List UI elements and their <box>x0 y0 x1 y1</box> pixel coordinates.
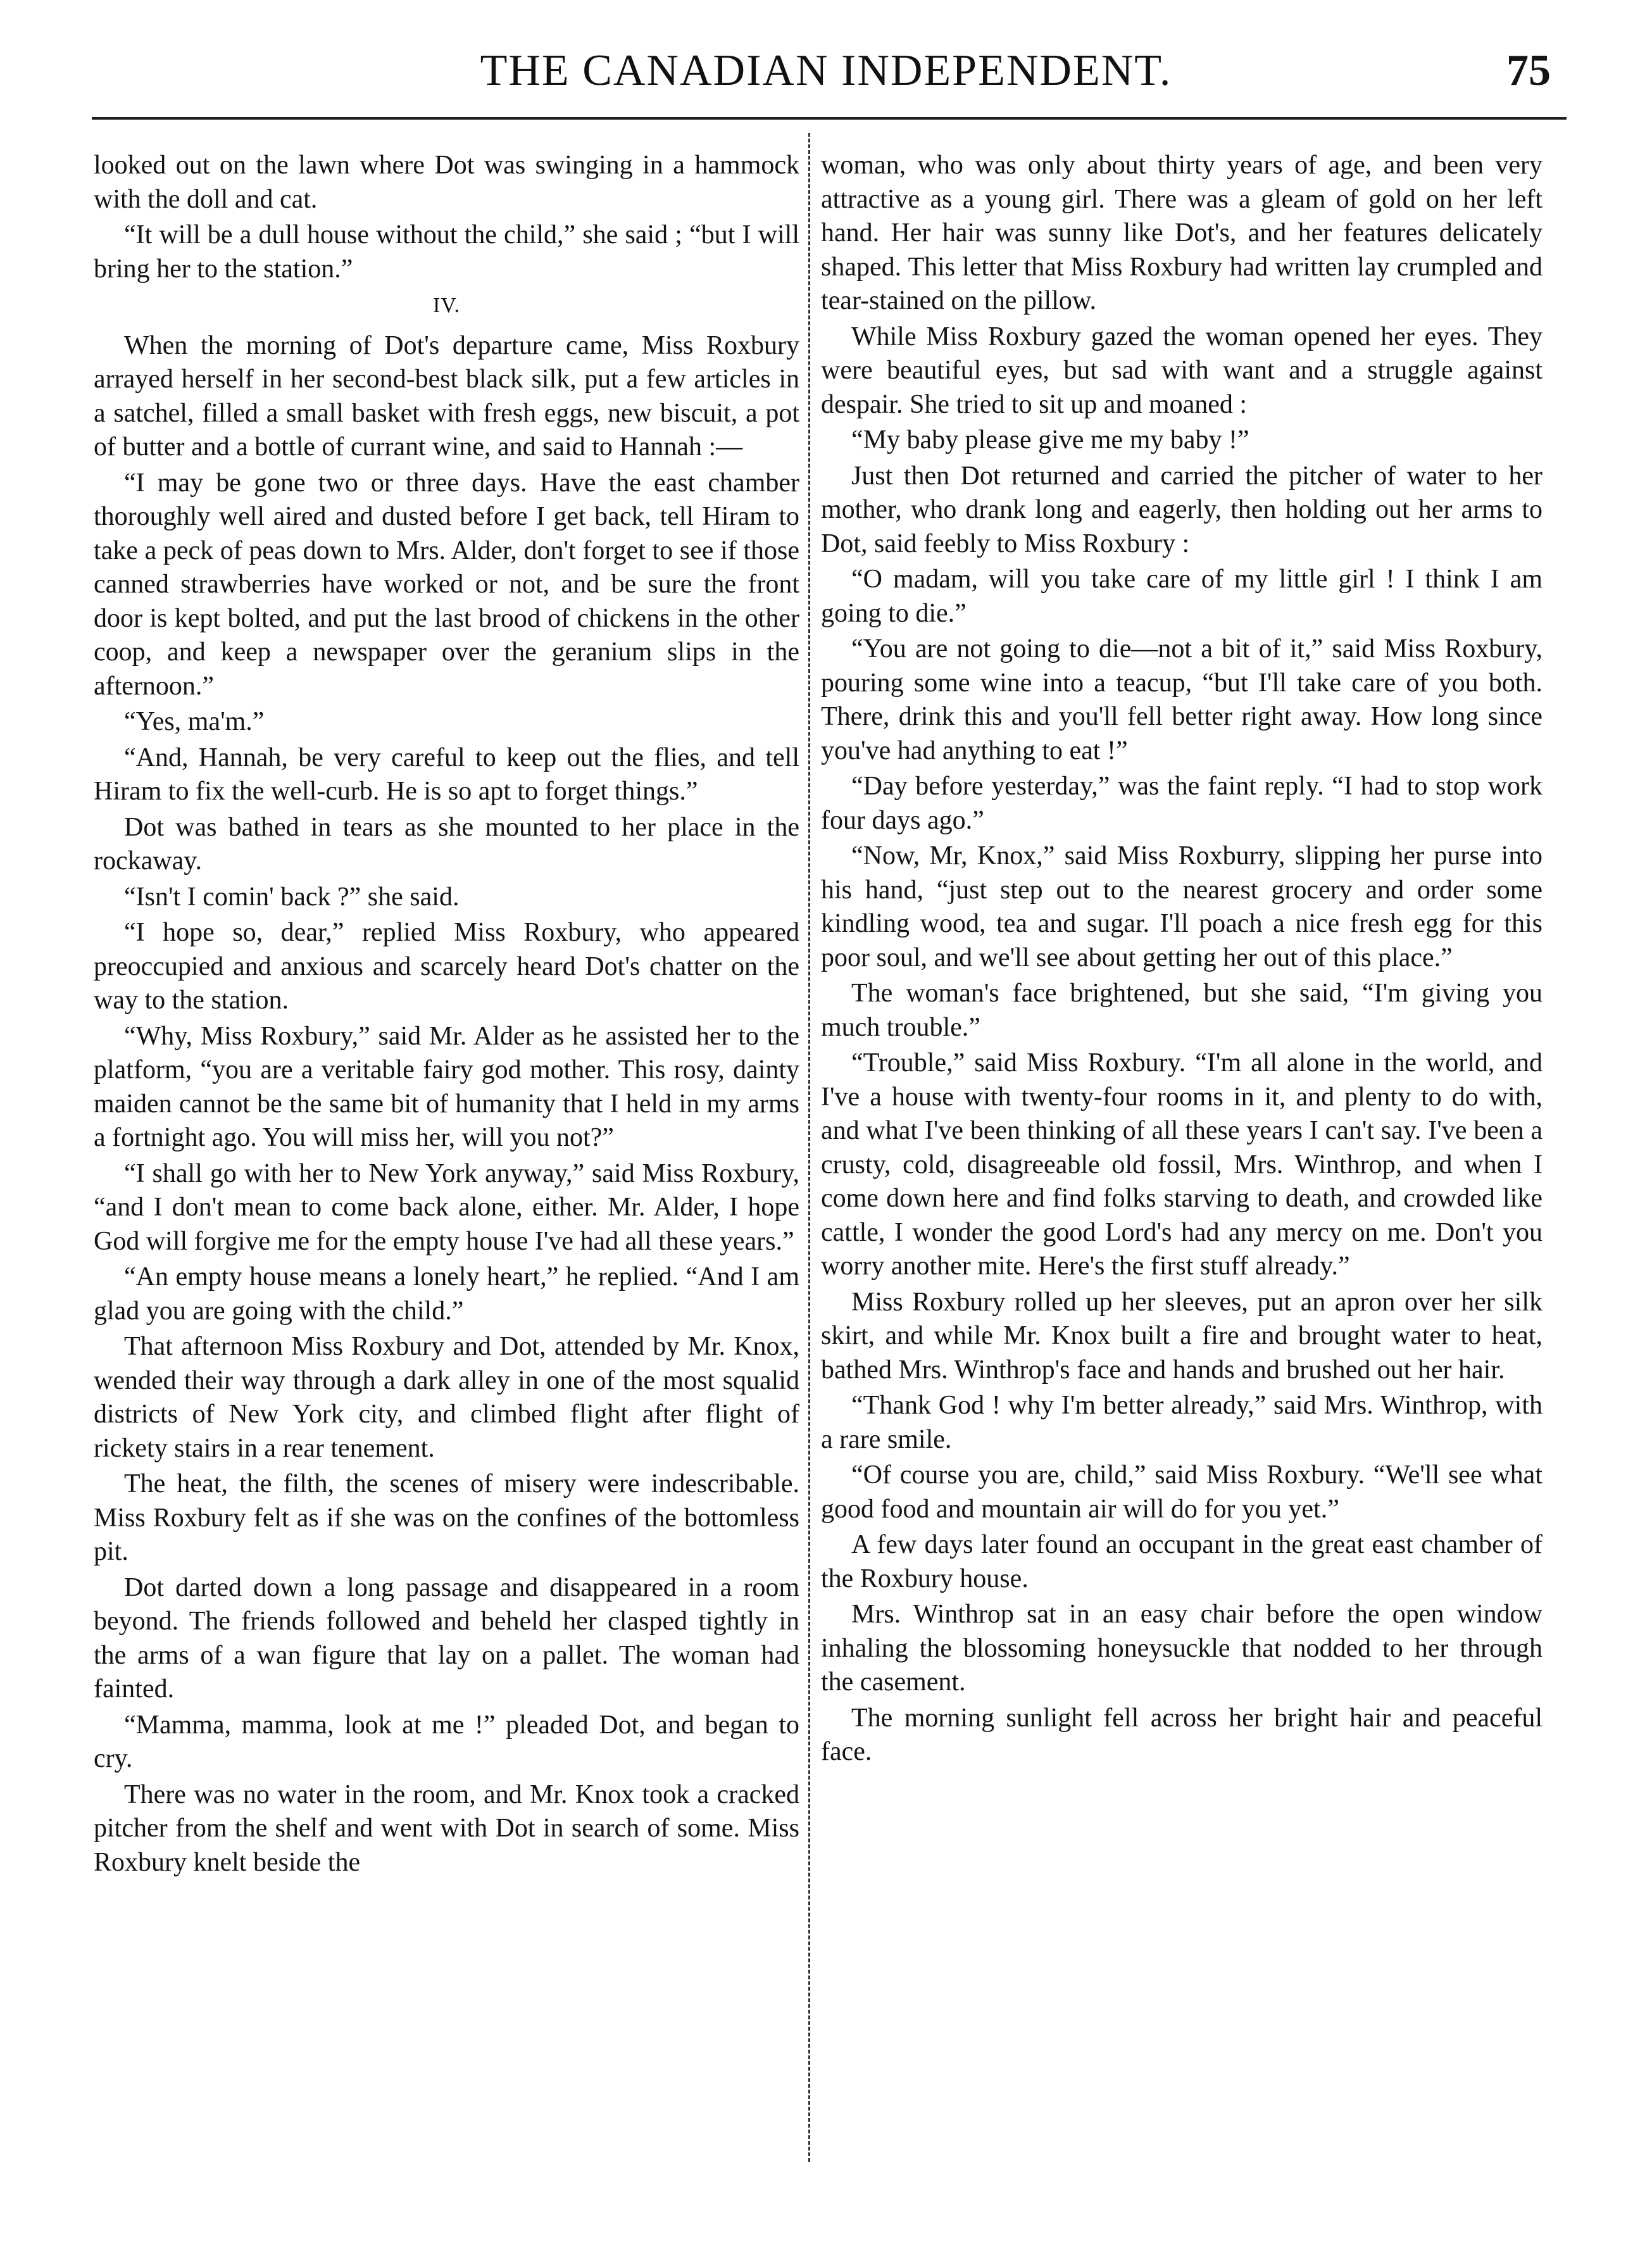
paragraph: “Thank God ! why I'm better already,” said Mrs. Winthrop, with a rare smile. <box>821 1391 1542 1454</box>
paragraph: “Yes, ma'm.” <box>124 707 265 736</box>
paragraph: “Now, Mr, Knox,” said Miss Roxburry, slipping her purse into his hand, “just step out to the nearest grocery and order some kindling wood, tea and sugar. I'll poach a nice fresh egg for this poor soul, and we'll see about getting her out of this place.” <box>821 841 1542 972</box>
right-column <box>821 149 1542 2162</box>
paragraph: “O madam, will you take care of my little girl ! I think I am going to die.” <box>821 565 1542 628</box>
publication-title: THE CANADIAN INDEPENDENT. <box>480 46 1172 95</box>
paragraph: “It will be a dull house without the child,” she said ; “but I will bring her to the station.” <box>94 220 799 284</box>
paragraph: Just then Dot returned and carried the pitcher of water to her mother, who drank long and eagerly, then holding out her arms to Dot, said feebly to Miss Roxbury : <box>821 461 1542 558</box>
section-heading: IV. <box>433 294 460 317</box>
paragraph: “Of course you are, child,” said Miss Roxbury. “We'll see what good food and mountain air will do for you yet.” <box>821 1460 1542 1524</box>
paragraph: A few days later found an occupant in the great east chamber of the Roxbury house. <box>821 1530 1542 1593</box>
header-rule <box>92 117 1567 120</box>
left-column <box>94 149 799 2162</box>
paragraph: The heat, the filth, the scenes of misery were indescribable. Miss Roxbury felt as if she was on the confines of the bottomless pit. <box>94 1469 799 1566</box>
page-header <box>89 39 1563 109</box>
paragraph: There was no water in the room, and Mr. Knox took a cracked pitcher from the shelf and went with Dot in search of some. Miss Roxbury knelt beside the <box>94 1780 799 1877</box>
paragraph: When the morning of Dot's departure came, Miss Roxbury arrayed herself in her second-best black silk, put a few articles in a satchel, filled a small basket with fresh eggs, new biscuit, a pot of butter and a bottle of currant wine, and said to Hannah :— <box>94 330 799 461</box>
paragraph: While Miss Roxbury gazed the woman opened her eyes. They were beautiful eyes, but sad with want and a struggle against despair. She tried to sit up and moaned : <box>821 322 1542 419</box>
paragraph: The morning sunlight fell across her bright hair and peaceful face. <box>821 1703 1542 1766</box>
paragraph: Dot darted down a long passage and disappeared in a room beyond. The friends followed and beheld her clasped tightly in the arms of a wan figure that lay on a pallet. The woman had fainted. <box>94 1572 799 1704</box>
paragraph: The woman's face brightened, but she said, “I'm giving you much trouble.” <box>821 979 1542 1042</box>
paragraph: “I shall go with her to New York anyway,” said Miss Roxbury, “and I don't mean to come back alone, either. Mr. Alder, I hope God will forgive me for the empty house I've had all these years.” <box>94 1158 799 1256</box>
paragraph: Mrs. Winthrop sat in an easy chair before the open window inhaling the blossoming honeysuckle that nodded to her through the casement. <box>821 1600 1542 1697</box>
paragraph: “I may be gone two or three days. Have the east chamber thoroughly well aired and dusted before I get back, tell Hiram to take a peck of peas down to Mrs. Alder, don't forget to see if those canned strawberries have worked or not, and be sure the front door is kept bolted, and put the last brood of chickens in the other coop, and keep a newspaper over the geranium slips in the afternoon.” <box>94 468 799 701</box>
paragraph: “I hope so, dear,” replied Miss Roxbury, who appeared preoccupied and anxious and scarcely heard Dot's chatter on the way to the station. <box>94 918 799 1015</box>
paragraph: “Day before yesterday,” was the faint reply. “I had to stop work four days ago.” <box>821 772 1542 835</box>
paragraph: “An empty house means a lonely heart,” he replied. “And I am glad you are going with the child.” <box>94 1262 799 1326</box>
paragraph: woman, who was only about thirty years of age, and been very attractive as a young girl. There was a gleam of gold on her left hand. Her hair was sunny like Dot's, and her features delicately shaped. This letter that Miss Roxbury had written lay crumpled and tear-stained on the pillow. <box>821 151 1542 315</box>
paragraph: Dot was bathed in tears as she mounted to her place in the rockaway. <box>94 812 799 876</box>
paragraph: “Mamma, mamma, look at me !” pleaded Dot, and began to cry. <box>94 1710 799 1773</box>
paragraph: looked out on the lawn where Dot was swinging in a hammock with the doll and cat. <box>94 151 799 214</box>
page-number: 75 <box>1506 46 1551 95</box>
paragraph: “Isn't I comin' back ?” she said. <box>124 882 460 912</box>
paragraph: “My baby please give me my baby !” <box>851 425 1249 455</box>
paragraph: “You are not going to die—not a bit of it,” said Miss Roxbury, pouring some wine into a teacup, “but I'll take care of you both. There, drink this and you'll fell better right away. How long since you've had anything to eat !” <box>821 634 1542 765</box>
paragraph: That afternoon Miss Roxbury and Dot, attended by Mr. Knox, wended their way through a dark alley in one of the most squalid districts of New York city, and climbed flight after flight of rickety stairs in a rear tenement. <box>94 1332 799 1463</box>
paragraph: Miss Roxbury rolled up her sleeves, put an apron over her silk skirt, and while Mr. Knox built a fire and brought water to heat, bathed Mrs. Winthrop's face and hands and brushed out her hair. <box>821 1287 1542 1384</box>
paragraph: “And, Hannah, be very careful to keep out the flies, and tell Hiram to fix the well-curb. He is so apt to forget things.” <box>94 743 799 806</box>
paragraph: “Trouble,” said Miss Roxbury. “I'm all alone in the world, and I've a house with twenty-four rooms in it, and plenty to do with, and what I've been thinking of all these years I can't say. I've been a crusty, cold, disagreeable old fossil, Mrs. Winthrop, and when I come down here and find folks starving to death, and crowded like cattle, I wonder the good Lord's had any mercy on me. Don't you worry another mite. Here's the first stuff already.” <box>821 1048 1542 1281</box>
column-divider <box>808 133 810 2162</box>
paragraph: “Why, Miss Roxbury,” said Mr. Alder as he assisted her to the platform, “you are a veritable fairy god mother. This rosy, dainty maiden cannot be the same bit of humanity that I held in my arms a fortnight ago. You will miss her, will you not?” <box>94 1021 799 1152</box>
